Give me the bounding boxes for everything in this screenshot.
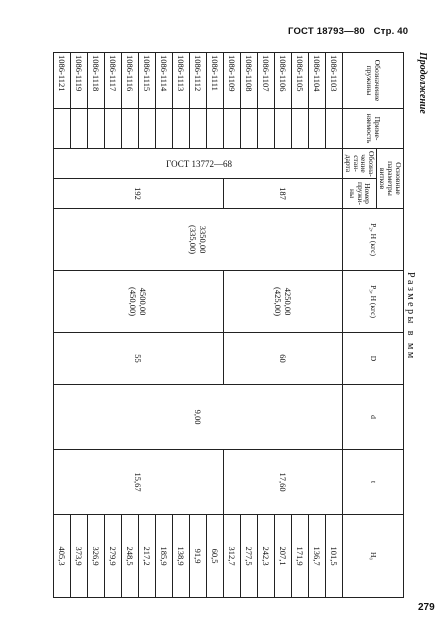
value-line: (450,00) <box>128 286 139 317</box>
cell-h0: 217,2 <box>138 515 155 598</box>
rotated-table-area <box>56 52 428 597</box>
cell-applicability <box>138 109 155 149</box>
standard-code: ГОСТ 18793—80 <box>288 26 365 37</box>
cell-designation: 1086-1113 <box>172 53 189 109</box>
cell-designation: 1086-1107 <box>257 53 274 109</box>
cell-designation: 1086-1117 <box>104 53 121 109</box>
col-d: d <box>342 385 403 450</box>
cell-designation: 1086-1103 <box>325 53 342 109</box>
col-designation: Обозначение пружины <box>342 53 403 109</box>
col-p2: P₂, Н (кгс) <box>342 209 403 271</box>
cell-d: 9,00 <box>53 385 342 450</box>
cell-applicability <box>240 109 257 149</box>
page-ref: Стр. 40 <box>373 26 409 37</box>
cell-h0: 242,3 <box>257 515 274 598</box>
cell-applicability <box>274 109 291 149</box>
page-header <box>288 26 414 37</box>
cell-designation: 1086-1118 <box>87 53 104 109</box>
cell-applicability <box>291 109 308 149</box>
cell-designation: 1086-1115 <box>138 53 155 109</box>
value-line: (335,00) <box>187 224 198 255</box>
cell-designation: 1086-1121 <box>53 53 70 109</box>
cell-D: 55 <box>53 333 223 385</box>
value-line: 4500,00 <box>138 287 149 316</box>
cell-designation: 1086-1114 <box>155 53 172 109</box>
value-line: (425,00) <box>272 286 283 317</box>
cell-t: 17,60 <box>223 450 342 515</box>
cell-applicability <box>257 109 274 149</box>
cell-designation: 1086-1104 <box>308 53 325 109</box>
cell-h0: 136,7 <box>308 515 325 598</box>
cell-h0: 405,3 <box>53 515 70 598</box>
cell-designation: 1086-1116 <box>121 53 138 109</box>
col-spring-number: Номер пружи-ны <box>342 179 377 209</box>
cell-p3 <box>53 271 223 333</box>
col-p3: P₃, Н (кгс) <box>342 271 403 333</box>
cell-gost-standard <box>53 149 342 179</box>
cell-designation: 1086-1111 <box>206 53 223 109</box>
page-number: 279 <box>418 602 435 613</box>
cell-applicability <box>121 109 138 149</box>
cell-h0: 91,9 <box>189 515 206 598</box>
col-params-group: Основные параметры витков <box>377 149 404 209</box>
gost-label: ГОСТ 13772—68 <box>165 158 232 169</box>
cell-h0: 60,5 <box>206 515 223 598</box>
cell-p3 <box>223 271 342 333</box>
cell-designation: 1086-1106 <box>274 53 291 109</box>
cell-applicability <box>155 109 172 149</box>
cell-h0: 326,9 <box>87 515 104 598</box>
cell-h0: 185,9 <box>155 515 172 598</box>
cell-h0: 277,5 <box>240 515 257 598</box>
cell-applicability <box>87 109 104 149</box>
cell-designation: 1086-1109 <box>223 53 240 109</box>
value-line: 3350,00 <box>197 225 208 254</box>
cell-designation: 1086-1108 <box>240 53 257 109</box>
cell-applicability <box>172 109 189 149</box>
cell-D: 60 <box>223 333 342 385</box>
cell-h0: 207,1 <box>274 515 291 598</box>
cell-spring-number: 187 <box>223 179 342 209</box>
continuation-label: Продолжение <box>417 52 428 114</box>
table-row <box>325 53 342 598</box>
cell-h0: 279,9 <box>104 515 121 598</box>
col-std-designation: Обозна-чение стан-дарта <box>342 149 377 179</box>
cell-applicability <box>206 109 223 149</box>
cell-applicability <box>104 109 121 149</box>
springs-table <box>56 52 404 597</box>
cell-spring-number: 192 <box>53 179 223 209</box>
cell-applicability <box>189 109 206 149</box>
cell-h0: 171,9 <box>291 515 308 598</box>
cell-p2 <box>53 209 342 271</box>
col-applicability: Приме-няемость <box>342 109 403 149</box>
cell-designation: 1086-1119 <box>70 53 87 109</box>
cell-h0: 248,5 <box>121 515 138 598</box>
cell-designation: 1086-1105 <box>291 53 308 109</box>
cell-h0: 101,5 <box>325 515 342 598</box>
col-D: D <box>342 333 403 385</box>
col-t: t <box>342 450 403 515</box>
col-h0: H₀ <box>342 515 403 598</box>
cell-applicability <box>308 109 325 149</box>
cell-designation: 1086-1112 <box>189 53 206 109</box>
cell-h0: 373,9 <box>70 515 87 598</box>
cell-h0: 138,9 <box>172 515 189 598</box>
cell-t: 15,67 <box>53 450 223 515</box>
value-line: 4250,00 <box>282 287 293 316</box>
cell-applicability <box>70 109 87 149</box>
cell-applicability <box>325 109 342 149</box>
cell-h0: 312,7 <box>223 515 240 598</box>
dimensions-title: Размеры в мм <box>405 272 416 361</box>
table-row <box>206 53 223 598</box>
cell-applicability <box>53 109 70 149</box>
cell-applicability <box>223 109 240 149</box>
